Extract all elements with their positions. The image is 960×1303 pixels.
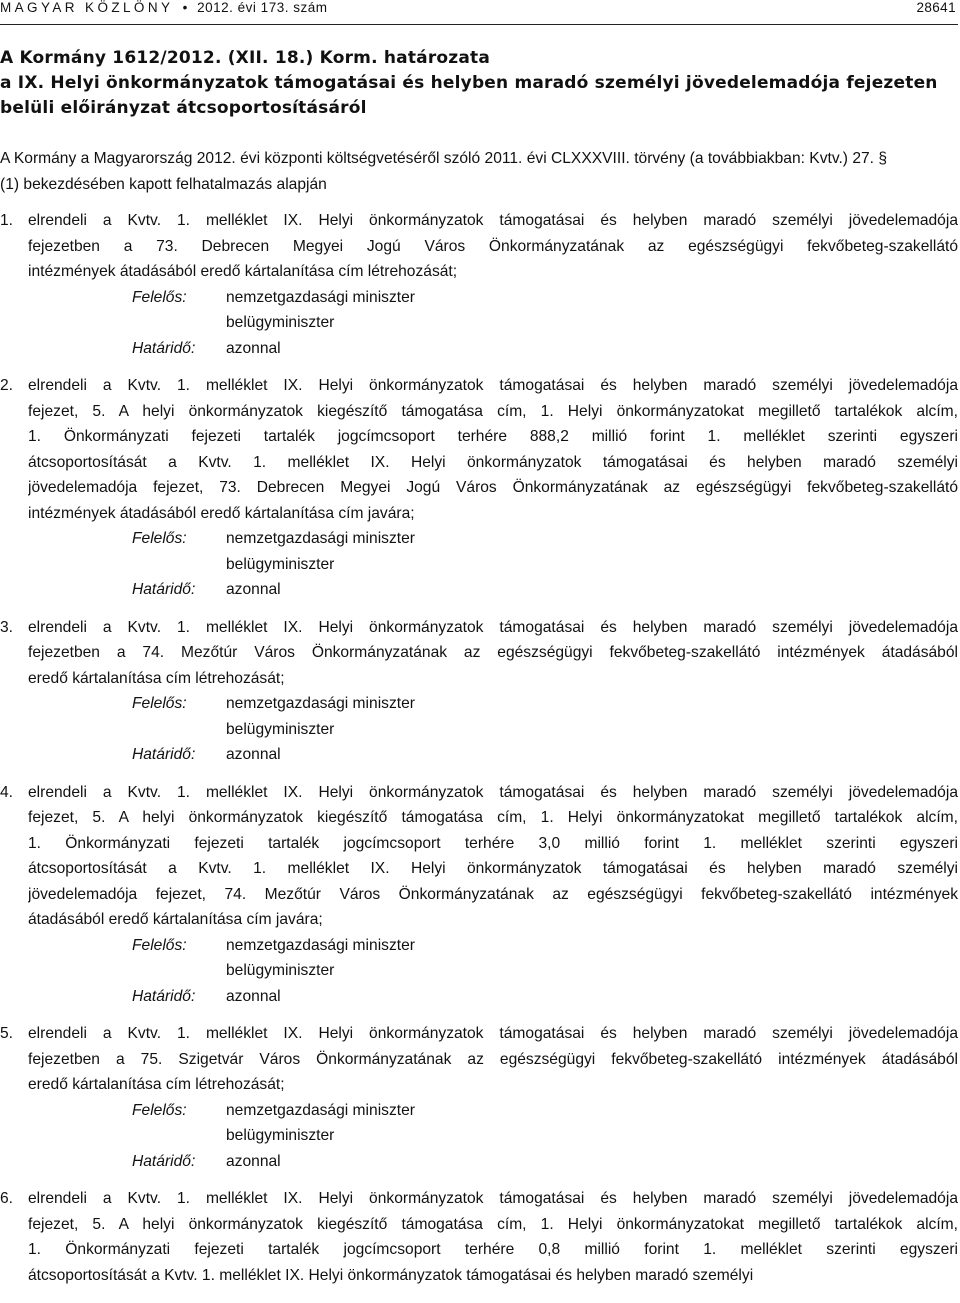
responsibility-block: [28, 1098, 958, 1175]
item-number: 6.: [0, 1190, 14, 1207]
item-number: 3.: [0, 618, 14, 636]
bullet-separator: •: [182, 0, 188, 15]
journal-name: MAGYAR KÖZLÖNY: [0, 0, 174, 15]
item-text-line: 1. Önkormányzati fejezeti tartalék jogcímcsoport terhére 3,0 millió forint 1. melléklet szerinti egyszeri: [28, 834, 958, 852]
item-text-line: 1. Önkormányzati fejezeti tartalék jogcímcsoport terhére 0,8 millió forint 1. melléklet szerinti egyszeri: [28, 1241, 958, 1258]
responsible-person: nemzetgazdasági miniszter: [226, 530, 415, 547]
item-text-line: fejezet, 5. A helyi önkormányzatok kiegészítő támogatása cím, 1. Helyi önkormányzatokat megillető tartalékok alcím,: [28, 1215, 958, 1233]
responsible-label: Felelős:: [132, 695, 187, 712]
responsible-person: nemzetgazdasági miniszter: [226, 288, 415, 306]
header-rule: [0, 24, 958, 25]
item-body: [28, 615, 958, 768]
item-spacer: [0, 1009, 958, 1021]
page-number: 28641: [916, 0, 956, 15]
item-text-line: jövedelemadója fejezet, 73. Debrecen Megyei Jogú Város Önkormányzatának az egészségügyi fekvőbeteg-szakellátó: [28, 479, 958, 496]
deadline-value: azonnal: [226, 987, 281, 1005]
responsible-label: Felelős:: [132, 936, 187, 954]
deadline-value: azonnal: [226, 746, 281, 763]
item-spacer: [0, 1174, 958, 1186]
resolution-title: [0, 46, 958, 121]
title-line-1: A Kormány 1612/2012. (XII. 18.) Korm. határozata: [0, 48, 491, 68]
resolution-item: [0, 780, 958, 1010]
deadline-label: Határidő:: [132, 746, 196, 763]
item-number: 4.: [0, 783, 14, 801]
preamble: [0, 146, 958, 197]
item-text-line: átcsoportosítását a Kvtv. 1. melléklet IX. Helyi önkormányzatok támogatásai és helyben maradó személyi: [28, 453, 958, 471]
resolution-item: [0, 373, 958, 603]
deadline-value: azonnal: [226, 581, 281, 598]
item-text-line: eredő kártalanítása cím létrehozását;: [28, 669, 285, 687]
item-text-line: elrendeli a Kvtv. 1. melléklet IX. Helyi önkormányzatok támogatásai és helyben maradó személyi jövedelemadója: [28, 1025, 958, 1042]
title-line-3: belüli előirányzat átcsoportosításáról: [0, 98, 367, 118]
responsibility-block: [28, 933, 958, 1010]
item-text-line: elrendeli a Kvtv. 1. melléklet IX. Helyi önkormányzatok támogatásai és helyben maradó személyi jövedelemadója: [28, 1190, 958, 1207]
resolution-item: [0, 615, 958, 768]
item-spacer: [0, 768, 958, 780]
item-text-line: fejezet, 5. A helyi önkormányzatok kiegészítő támogatása cím, 1. Helyi önkormányzatokat megillető tartalékok alcím,: [28, 402, 958, 420]
preamble-line-1: A Kormány a Magyarország 2012. évi központi költségvetéséről szóló 2011. évi CLXXXVIII. törvény (a továbbiakban: Kvtv.) 27. §: [0, 150, 887, 167]
deadline-value: azonnal: [226, 339, 281, 357]
item-text-line: átadásából eredő kártalanítása cím javára;: [28, 911, 323, 928]
responsible-person: belügyminiszter: [226, 720, 335, 738]
responsible-person: belügyminiszter: [226, 555, 335, 573]
item-number: 5.: [0, 1025, 14, 1042]
deadline-label: Határidő:: [132, 581, 196, 598]
item-text-line: fejezetben a 75. Szigetvár Város Önkormányzatának az egészségügyi fekvőbeteg-szakellátó intézmények átadásából: [28, 1050, 958, 1068]
item-text-line: fejezet, 5. A helyi önkormányzatok kiegészítő támogatása cím, 1. Helyi önkormányzatokat megillető tartalékok alcím,: [28, 809, 958, 826]
item-text-line: elrendeli a Kvtv. 1. melléklet IX. Helyi önkormányzatok támogatásai és helyben maradó személyi jövedelemadója: [28, 618, 958, 636]
item-body: [28, 373, 958, 603]
item-text-line: intézmények átadásából eredő kártalanítása cím létrehozását;: [28, 263, 458, 280]
header-left: [0, 0, 327, 16]
item-body: [28, 208, 958, 361]
deadline-label: Határidő:: [132, 1152, 196, 1170]
item-text-line: 1. Önkormányzati fejezeti tartalék jogcímcsoport terhére 888,2 millió forint 1. melléklet szerinti egyszeri: [28, 428, 958, 445]
item-body: [28, 1021, 958, 1174]
item-text-line: intézmények átadásából eredő kártalanítása cím javára;: [28, 504, 415, 522]
item-text-line: eredő kártalanítása cím létrehozását;: [28, 1076, 285, 1093]
resolution-item: [0, 208, 958, 361]
item-text-line: fejezetben a 74. Mezőtúr Város Önkormányzatának az egészségügyi fekvőbeteg-szakellátó intézmények átadásából: [28, 644, 958, 661]
item-text-line: átcsoportosítását a Kvtv. 1. melléklet IX. Helyi önkormányzatok támogatásai és helyben maradó személyi: [28, 1266, 754, 1284]
responsible-person: belügyminiszter: [226, 314, 335, 331]
responsible-person: nemzetgazdasági miniszter: [226, 936, 415, 954]
resolution-item: [0, 1021, 958, 1174]
item-number: 2.: [0, 377, 14, 394]
responsibility-block: [28, 526, 958, 603]
responsible-person: belügyminiszter: [226, 962, 335, 979]
responsible-person: nemzetgazdasági miniszter: [226, 1101, 415, 1119]
resolution-item: [0, 1186, 958, 1288]
title-line-2: a IX. Helyi önkormányzatok támogatásai és helyben maradó személyi jövedelemadója fejezeten: [0, 73, 938, 93]
item-text-line: átcsoportosítását a Kvtv. 1. melléklet IX. Helyi önkormányzatok támogatásai és helyben maradó személyi: [28, 860, 958, 877]
responsible-label: Felelős:: [132, 288, 187, 306]
item-body: [28, 780, 958, 1010]
responsibility-block: [28, 691, 958, 768]
deadline-label: Határidő:: [132, 339, 196, 357]
item-text-line: fejezetben a 73. Debrecen Megyei Jogú Város Önkormányzatának az egészségügyi fekvőbeteg-szakellátó: [28, 237, 958, 255]
item-spacer: [0, 361, 958, 373]
deadline-value: azonnal: [226, 1152, 281, 1170]
issue-label: 2012. évi 173. szám: [197, 0, 328, 15]
preamble-line-2: (1) bekezdésében kapott felhatalmazás alapján: [0, 175, 327, 193]
resolution-items: [0, 208, 958, 1288]
responsible-label: Felelős:: [132, 1101, 187, 1119]
item-text-line: elrendeli a Kvtv. 1. melléklet IX. Helyi önkormányzatok támogatásai és helyben maradó személyi jövedelemadója: [28, 377, 958, 394]
running-header: [0, 0, 960, 18]
responsible-person: nemzetgazdasági miniszter: [226, 695, 415, 712]
responsible-person: belügyminiszter: [226, 1127, 335, 1144]
item-body: [28, 1186, 958, 1288]
responsibility-block: [28, 285, 958, 362]
item-text-line: elrendeli a Kvtv. 1. melléklet IX. Helyi önkormányzatok támogatásai és helyben maradó személyi jövedelemadója: [28, 783, 958, 801]
item-text-line: jövedelemadója fejezet, 74. Mezőtúr Város Önkormányzatának az egészségügyi fekvőbeteg-szakellátó intézmények: [28, 885, 958, 903]
item-number: 1.: [0, 212, 14, 229]
item-text-line: elrendeli a Kvtv. 1. melléklet IX. Helyi önkormányzatok támogatásai és helyben maradó személyi jövedelemadója: [28, 212, 958, 229]
item-spacer: [0, 603, 958, 615]
responsible-label: Felelős:: [132, 530, 187, 547]
deadline-label: Határidő:: [132, 987, 196, 1005]
